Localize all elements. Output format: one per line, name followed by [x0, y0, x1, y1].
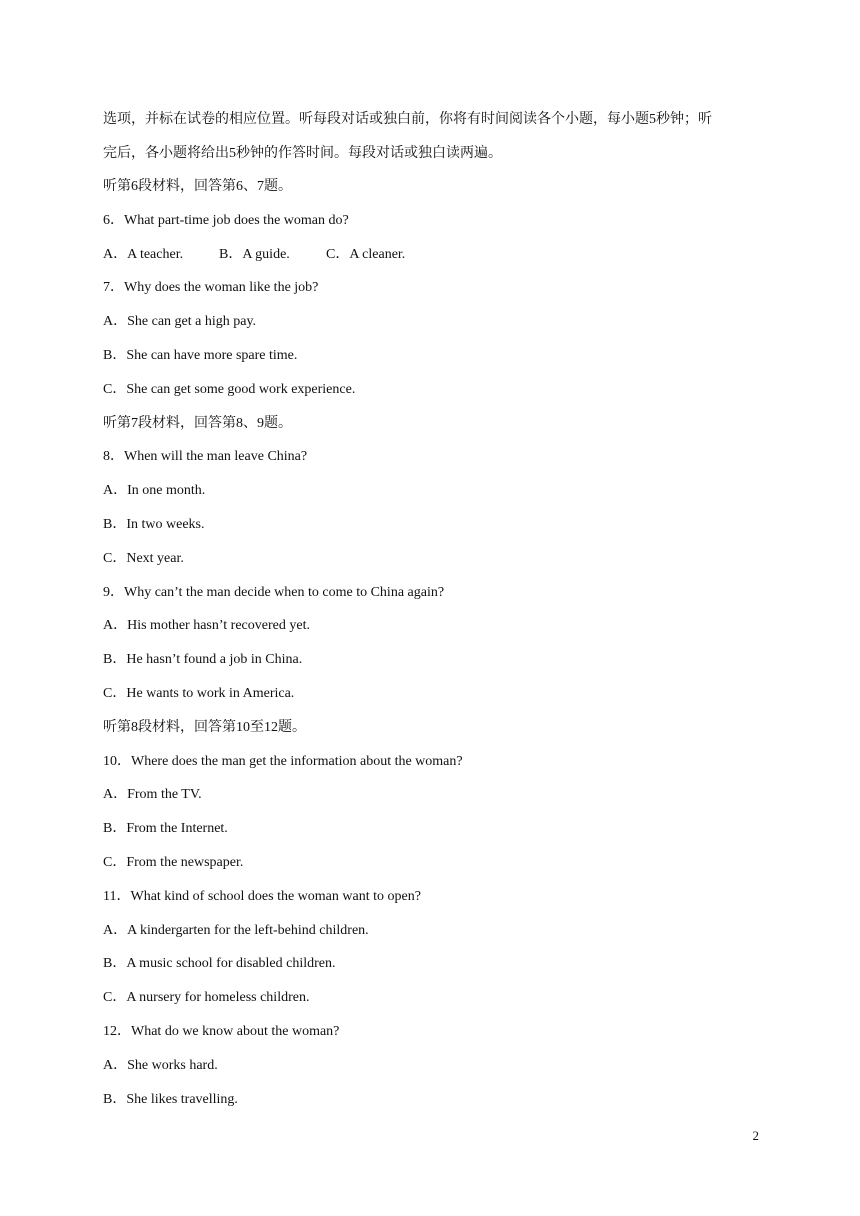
question-10-option-a: A．From the TV. [103, 787, 202, 803]
question-11-option-c: C．A nursery for homeless children. [103, 990, 310, 1006]
section-heading-6: 听第6段材料，回答第6、7题。 [103, 179, 292, 194]
question-6: 6．What part-time job does the woman do? [103, 212, 349, 228]
question-10: 10．Where does the man get the information about the woman? [103, 753, 463, 769]
question-8-option-b: B．In two weeks. [103, 516, 205, 532]
question-8-option-c: C．Next year. [103, 550, 184, 566]
section-heading-8: 听第8段材料，回答第10至12题。 [103, 719, 306, 735]
option-c: C．A cleaner. [326, 246, 406, 262]
question-7-option-b: B．She can have more spare time. [103, 347, 298, 363]
option-b: B．A guide. [219, 246, 290, 262]
instructions-line-1: 选项，并标在试卷的相应位置。听每段对话或独白前，你将有时间阅读各个小题，每小题5秒钟；听 [103, 112, 712, 127]
question-7-option-c: C．She can get some good work experience. [103, 381, 356, 397]
page-number: 2 [752, 1128, 759, 1143]
question-8-option-a: A．In one month. [103, 483, 206, 499]
question-12-option-b: B．She likes travelling. [103, 1091, 238, 1107]
question-7-option-a: A．She can get a high pay. [103, 314, 257, 330]
instructions-line-2: 完后，各小题将给出5秒钟的作答时间。每段对话或独白读两遍。 [103, 146, 502, 161]
question-9-option-b: B．He hasn’t found a job in China. [103, 652, 303, 668]
question-6-options [103, 241, 760, 275]
question-7: 7．Why does the woman like the job? [103, 280, 319, 296]
option-a: A．A teacher. [103, 246, 184, 262]
section-heading-7: 听第7段材料，回答第8、9题。 [103, 415, 292, 431]
page-content [103, 106, 760, 1119]
question-10-option-b: B．From the Internet. [103, 821, 228, 837]
question-8: 8．When will the man leave China? [103, 449, 308, 465]
question-9-option-a: A．His mother hasn’t recovered yet. [103, 618, 310, 634]
question-11-option-a: A．A kindergarten for the left-behind children. [103, 922, 369, 938]
question-9: 9．Why can’t the man decide when to come to China again? [103, 584, 445, 600]
question-10-option-c: C．From the newspaper. [103, 854, 244, 870]
question-12: 12．What do we know about the woman? [103, 1023, 340, 1039]
question-11-option-b: B．A music school for disabled children. [103, 956, 336, 972]
instructions [103, 106, 760, 173]
question-9-option-c: C．He wants to work in America. [103, 685, 295, 701]
question-11: 11．What kind of school does the woman want to open? [103, 888, 421, 904]
question-12-option-a: A．She works hard. [103, 1057, 218, 1073]
